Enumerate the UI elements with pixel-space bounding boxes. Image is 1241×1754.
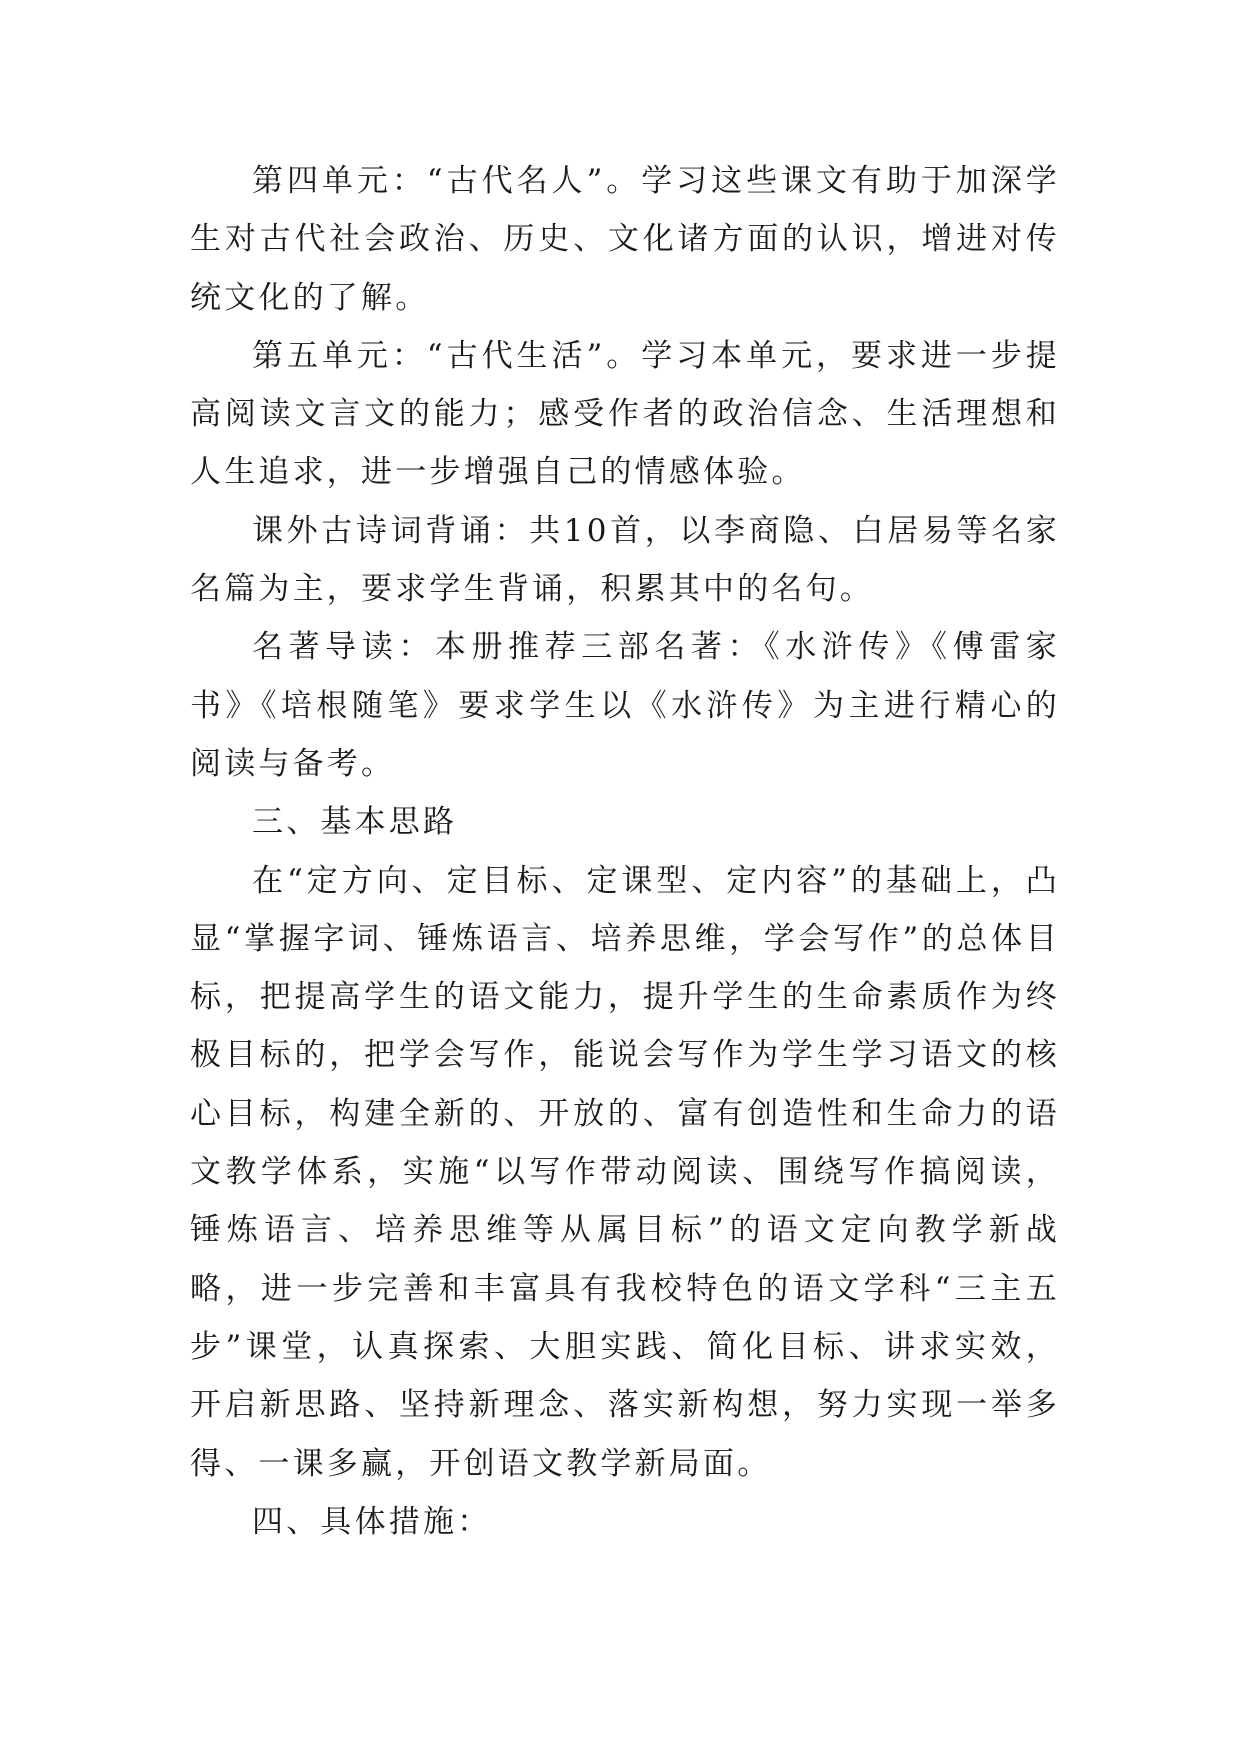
section-heading-specific-measures: 四、具体措施： (252, 1503, 492, 1540)
paragraph-unit-five: 第五单元：“古代生活”。学习本单元，要求进一步提高阅读文言文的能力；感受作者的政治信念、生活理想和人生追求，进一步增强自己的情感体验。 (190, 337, 1060, 491)
paragraph-basic-approach: 在“定方向、定目标、定课型、定内容”的基础上，凸显“掌握字词、锤炼语言、培养思维，学会写作”的总体目标，把提高学生的语文能力，提升学生的生命素质作为终极目标的，把学会写作，能说会写作为学生学习语文的核心目标，构建全新的、开放的、富有创造性和生命力的语文教学体系，实施“以写作带动阅读、围绕写作搞阅读，锤炼语言、培养思维等从属目标”的语文定向教学新战略，进一步完善和丰富具有我校特色的语文学科“三主五步”课堂，认真探索、大胆实践、简化目标、讲求实效，开启新思路、坚持新理念、落实新构想，努力实现一举多得、一课多赢，开创语文教学新局面。 (190, 862, 1060, 1482)
paragraph-unit-four: 第四单元：“古代名人”。学习这些课文有助于加深学生对古代社会政治、历史、文化诸方面的认识，增进对传统文化的了解。 (190, 163, 1060, 316)
paragraph-classics-guide: 名著导读：本册推荐三部名著：《水浒传》《傅雷家书》《培根随笔》要求学生以《水浒传》为主进行精心的阅读与备考。 (190, 629, 1060, 782)
paragraph-poetry-recitation: 课外古诗词背诵：共10首，以李商隐、白居易等名家名篇为主，要求学生背诵，积累其中的名句。 (190, 512, 1060, 608)
section-heading-basic-approach: 三、基本思路 (252, 804, 458, 841)
document-body (190, 152, 1060, 1551)
